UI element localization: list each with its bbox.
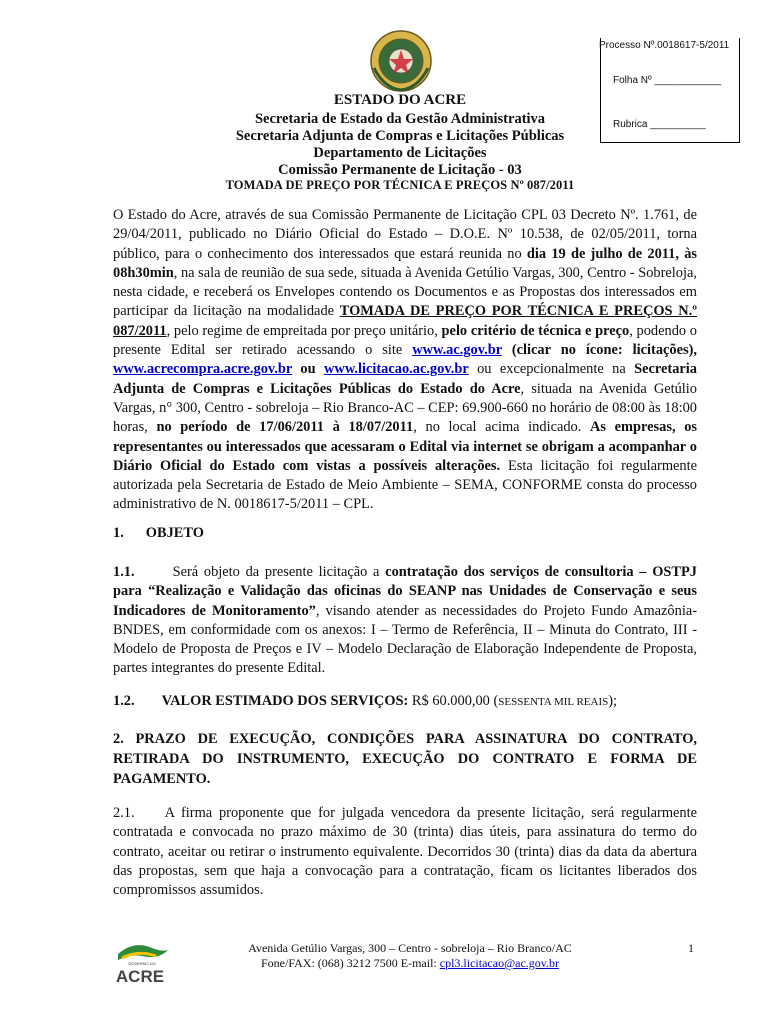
header-departamento: Departamento de Licitações [313, 145, 487, 161]
item-1-2-line: 1.2. VALOR ESTIMADO DOS SERVIÇOS: R$ 60.000,00 (SESSENTA MIL REAIS); [113, 693, 618, 709]
logo-small-text: GOVERNO DO [128, 961, 156, 966]
header-secretaria-adjunta: Secretaria Adjunta de Compras e Licitações Públicas [235, 128, 565, 144]
rubrica-field: Rubrica __________ [613, 119, 706, 130]
link-ac-gov[interactable]: www.ac.gov.br [412, 342, 502, 359]
coat-of-arms-seal [368, 28, 434, 94]
footer-address: Avenida Getúlio Vargas, 300 – Centro - sobreloja – Rio Branco/AC [248, 941, 572, 955]
intro-paragraph: O Estado do Acre, através de sua Comissão Permanente de Licitação CPL 03 Decreto Nº. 1.761, de 29/04/2011, publicado no Diário Oficial do Estado – D.O.E. Nº 10.538, de 02/05/2011, torna público, para o conhecimento dos interessados que estará reunida no dia 19 de julho de 2011, às 08h30min, na sala de reunião de sua sede, situada à Avenida Getúlio Vargas, 300, Centro - Sobreloja, nesta cidade, e receberá os Envelopes contendo os Documentos e as Propostas dos interessados em participar da licitação na modalidade TOMADA DE PREÇO POR TÉCNICA E PREÇOS N.º 087/2011, pelo regime de empreitada por preço unitário, pelo critério de técnica e preço, podendo o presente Edital ser retirado acessando o site www.ac.gov.br (clicar no ícone: licitações), www.acrecompra.acre.gov.br ou www.licitacao.ac.gov.br ou excepcionalmente na Secretaria Adjunta de Compras e Licitações Públicas do Estado do Acre, situada na Avenida Getúlio Vargas, n° 300, Centro - sobreloja – Rio Branco-AC – CEP: 69.900-660 no horário de 08:00 às 18:00 horas, no período de 17/06/2011 à 18/07/2011, no local acima indicado. As empresas, os representantes ou interessados que acessaram o Edital via internet se obrigam a acompanhar o Diário Oficial do Estado com vistas a possíveis alterações. Esta licitação foi regularmente autorizada pela Secretaria de Estado de Meio Ambiente – SEMA, CONFORME consta do processo administrativo de N. 0018617-5/2011 – CPL. [113, 207, 698, 513]
process-stamp-box [600, 38, 740, 143]
logo-acre-text: ACRE [115, 967, 165, 984]
process-number: Processo Nº.0018617-5/2011 [599, 40, 730, 51]
section-2-heading: 2. PRAZO DE EXECUÇÃO, CONDIÇÕES PARA ASSINATURA DO CONTRATO, RETIRADA DO INSTRUMENTO, EXECUÇÃO DO CONTRATO E FORMA DE PAGAMENTO. [113, 731, 697, 787]
header-comissao: Comissão Permanente de Licitação - 03 [278, 162, 522, 178]
header-estado: ESTADO DO ACRE [333, 92, 467, 108]
footer-email-link[interactable]: cpl3.licitacao@ac.gov.br [439, 956, 559, 970]
page-number: 1 [688, 941, 694, 955]
item-1-1-paragraph: 1.1. Será objeto da presente licitação a contratação dos serviços de consultoria – OSTPJ para “Realização e Validação das oficinas do SEANP nas Unidades de Conservação e seus Indicadores de Monitoramento”, visando atender as necessidades do Projeto Fundo Amazônia-BNDES, em conformidade com os anexos: I – Termo de Referência, II – Minuta do Contrato, III - Modelo de Proposta de Preços e IV – Modelo Declaração de Elaboração Independente de Proposta, partes integrantes do presente Edital. [113, 564, 698, 677]
footer-contact: Fone/FAX: (068) 3212 7500 E-mail: cpl3.licitacao@ac.gov.br [261, 956, 559, 970]
link-licitacao[interactable]: www.licitacao.ac.gov.br [324, 361, 469, 378]
acre-government-logo [112, 940, 172, 984]
header-tomada-de-preco: TOMADA DE PREÇO POR TÉCNICA E PREÇOS Nº 087/2011 [225, 178, 575, 192]
item-2-1-paragraph: 2.1. A firma proponente que for julgada vencedora da presente licitação, será regularmente contratada e convocada no prazo máximo de 30 (trinta) dias úteis, para assinatura do termo do contrato, aceitar ou retirar o instrumento equivalente. Decorridos 30 (trinta) dias da data da abertura das propostas, sem que haja a convocação para a contratação, ficam os licitantes liberados dos compromissos assumidos. [113, 805, 697, 899]
section-1-heading: 1. OBJETO [113, 525, 204, 541]
header-secretaria: Secretaria de Estado da Gestão Administrativa [254, 111, 546, 127]
link-acrecompra[interactable]: www.acrecompra.acre.gov.br [113, 361, 293, 378]
folha-field: Folha Nº ____________ [613, 75, 722, 86]
